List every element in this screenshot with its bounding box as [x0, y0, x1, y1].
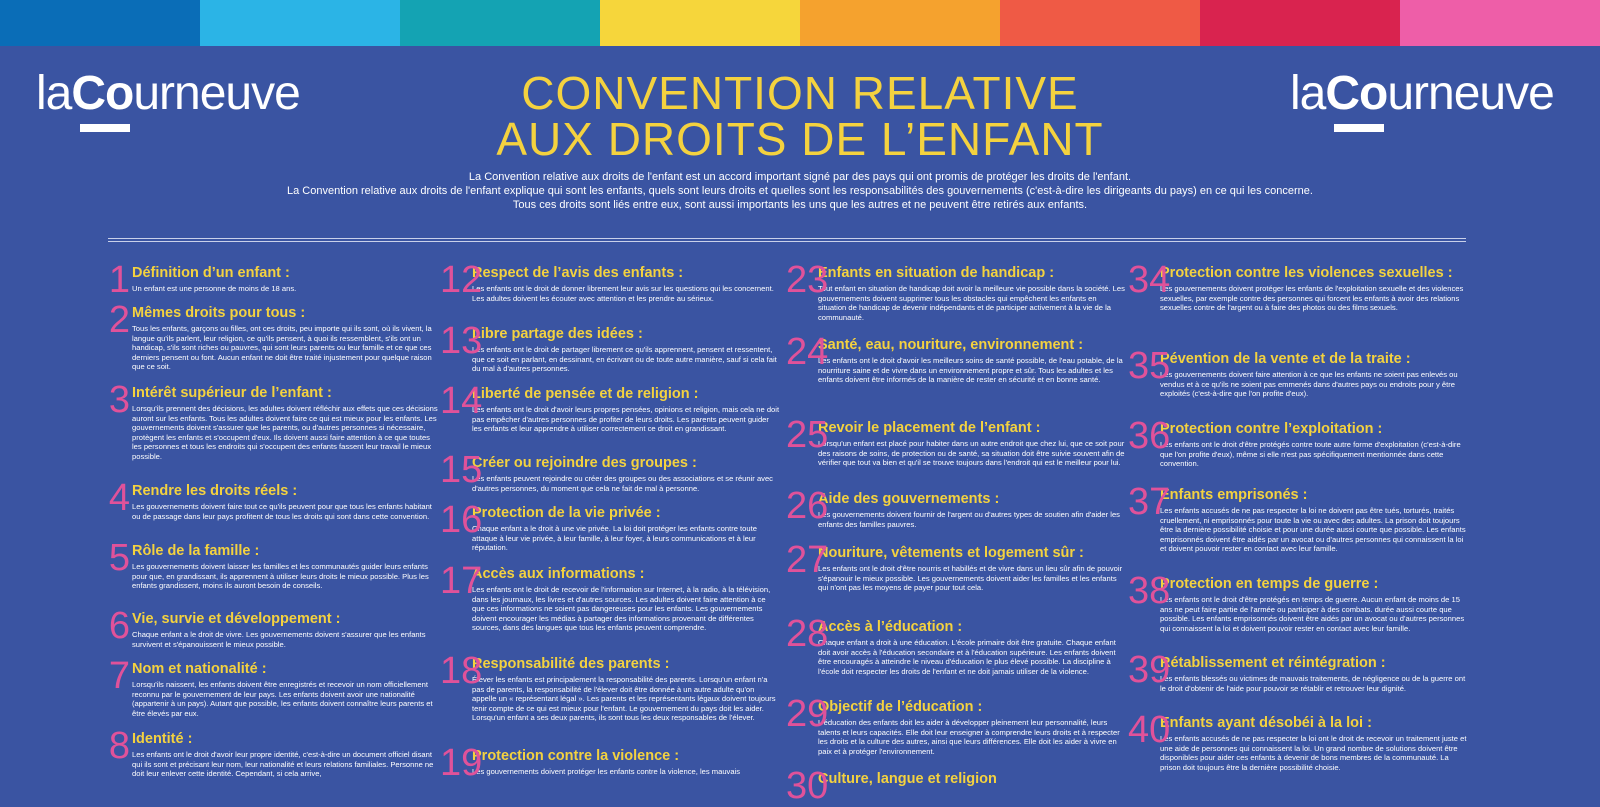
- article-number: 30: [786, 765, 829, 807]
- article-text: Les enfants ont le droit d'être protégés en temps de guerre. Aucun enfant de moins de 15 ans ne peut faire partie de l'armée ou participer à des combats. durée aussi courte que possible. Les enfants emprisonnés doivent être aidés par un avocat ou d'autres personnes qui connaissent la loi et doivent pouvoir rester en contact avec leur famille.: [1160, 595, 1465, 633]
- article-number: 40: [1128, 709, 1171, 751]
- article-title: Vie, survie et développement :: [132, 611, 341, 627]
- article-number: 37: [1128, 481, 1171, 523]
- article-40: [1128, 709, 1468, 772]
- article-text: Les enfants peuvent rejoindre ou créer des groupes ou des associations et se réunir avec d'autres personnes, du moment que cela ne fait de mal à personne.: [472, 474, 773, 493]
- article-title: Enfants emprisonés :: [1160, 487, 1308, 503]
- article-number: 25: [786, 414, 829, 456]
- page-title: [400, 67, 1200, 165]
- article-text: Un enfant est une personne de moins de 18 ans.: [132, 284, 297, 293]
- article-text: Les gouvernements doivent protéger les enfants de l'exploitation sexuelle et des violences sexuelles, par exemple contre des personnes qui forcent les enfants à avoir des relations sexuelles contre de l'argent ou à faire des photos ou des films sexuels.: [1160, 284, 1464, 313]
- article-text: Tous les enfants, garçons ou filles, ont ces droits, peu importe qui ils sont, où ils vivent, la langue qu'ils parlent, leur religion, ce qu'ils pensent, à quoi ils ressemblent, s'ils ont un handicap, s'ils sont riches ou pauvres, qui sont leurs parents ou leur famille et ce que ces derniers pensent ou font. Aucun enfant ne doit être traité injustement pour quelque raison que ce soit.: [132, 324, 432, 372]
- article-number: 38: [1128, 570, 1171, 612]
- logo-left: laCourneuve: [36, 70, 306, 132]
- article-number: 24: [786, 331, 829, 373]
- article-title: Protection contre la violence :: [472, 748, 680, 764]
- article-title: Accès à l’éducation :: [818, 619, 963, 635]
- article-number: 4: [108, 477, 130, 519]
- article-title: Protection en temps de guerre :: [1160, 576, 1379, 592]
- article-text: Lorsqu'ils prennent des décisions, les adultes doivent réfléchir aux effets que ces décisions auront sur les enfants. Tous les adultes doivent faire ce qui est mieux pour les enfants. Les gouvernements doivent s'assurer que les parents, ou d'autres personnes si nécessaire, protègent les enfants et s'occupent d'eux. Ils doivent aussi faire attention à ce que toutes les personnes et tous les endroits qui s'occupent des enfants fassent leur travail le mieux possible.: [132, 404, 438, 461]
- article-text: Lorsqu'ils naissent, les enfants doivent être enregistrés et recevoir un nom officiellement reconnu par le gouvernement de leur pays. Les enfants doivent avoir une nationalité (appartenir à un pays). Autant que possible, les enfants doivent connaître leurs parents et être élevés par eux.: [132, 680, 433, 718]
- article-30: [786, 765, 1126, 807]
- article-number: 19: [440, 742, 483, 784]
- article-text: Les enfants ont le droit de donner librement leur avis sur les questions qui les concernent. Les adultes doivent les écouter avec attention et les prendre au sérieux.: [472, 284, 774, 303]
- article-37: [1128, 481, 1468, 554]
- article-number: 2: [108, 299, 130, 341]
- article-text: Les gouvernements doivent faire tout ce qu'ils peuvent pour que tous les enfants habitant ou de passage dans leur pays profitent de tous les droits qui sont dans cette convention.: [132, 502, 432, 521]
- article-8: [100, 725, 440, 779]
- article-title: Protection de la vie privée :: [472, 505, 661, 521]
- article-36: [1128, 415, 1468, 469]
- article-title: Identité :: [132, 731, 193, 747]
- article-number: 29: [786, 693, 829, 735]
- article-title: Pévention de la vente et de la traite :: [1160, 351, 1411, 367]
- article-number: 23: [786, 259, 829, 301]
- stripe: [1000, 0, 1200, 46]
- stripe: [1400, 0, 1600, 46]
- article-text: Tout enfant en situation de handicap doit avoir la meilleure vie possible dans la société. Les gouvernements doivent supprimer tous les obstacles qui empêchent les enfants en situation de handicap de devenir indépendants et de participer activement à la vie de la communauté.: [818, 284, 1125, 322]
- stripe: [400, 0, 600, 46]
- article-text: Les enfants ont le droit d'avoir leur propre identité, c'est-à-dire un document officiel disant qui ils sont et précisant leur nom, leur nationalité et leurs relations familiales. Personne ne doit leur enlever cette identité. Cependant, si cela arrive,: [132, 750, 434, 779]
- article-title: Protection contre les violences sexuelles :: [1160, 265, 1453, 281]
- article-title: Enfants en situation de handicap :: [818, 265, 1055, 281]
- intro-text: [180, 170, 1420, 212]
- article-number: 14: [440, 380, 483, 422]
- article-title: Aide des gouvernements :: [818, 491, 1000, 507]
- article-title: Santé, eau, nouriture, environnement :: [818, 337, 1084, 353]
- article-title: Protection contre l’exploitation :: [1160, 421, 1383, 437]
- article-14: [440, 380, 780, 434]
- article-17: [440, 560, 780, 633]
- article-text: Élever les enfants est principalement la responsabilité des parents. Lorsqu'un enfant n'a pas de parents, la responsabilité de l'élever doit être donnée à un autre adulte qu'on appelle un « représentant légal ». Les parents et les représentants légaux doivent toujours tenir compte de ce qui est mieux pour l'enfant. Le gouvernement du pays doit les aider. Lorsqu'un enfant a ses deux parents, ils sont tous les deux responsables de l'élever.: [472, 675, 776, 723]
- article-number: 18: [440, 650, 483, 692]
- article-text: Les enfants ont le droit d'être nourris et habillés et de vivre dans un lieu sûr afin de pouvoir s'épanouir le mieux possible. Les gouvernements doivent aider les familles et les enfants qui n'ont pas les moyens de payer pour tout cela.: [818, 564, 1123, 593]
- article-title: Nouriture, vêtements et logement sûr :: [818, 545, 1084, 561]
- title-line-1: CONVENTION RELATIVE: [521, 67, 1079, 119]
- article-title: Enfants ayant désobéi à la loi :: [1160, 715, 1372, 731]
- article-number: 1: [108, 259, 130, 301]
- article-27: [786, 539, 1126, 593]
- article-2: [100, 299, 440, 372]
- article-number: 35: [1128, 345, 1171, 387]
- stripe: [800, 0, 1000, 46]
- stripe: [1200, 0, 1400, 46]
- article-text: Les enfants ont le droit de partager librement ce qu'ils apprennent, pensent et ressentent, que ce soit en parlant, en dessinant, en écrivant ou de toute autre manière, sauf si cela fait du mal à d'autres personnes.: [472, 345, 777, 374]
- article-number: 36: [1128, 415, 1171, 457]
- article-text: Lorsqu'un enfant est placé pour habiter dans un autre endroit que chez lui, que ce soit pour des raisons de soins, de protection ou de santé, sa situation doit être suivie souvent afin de vérifier que tout va bien et qu'il se trouve toujours dans l'endroit qui est le meilleur pour lui.: [818, 439, 1125, 468]
- article-number: 8: [108, 725, 130, 767]
- stripe: [200, 0, 400, 46]
- article-number: 39: [1128, 649, 1171, 691]
- article-4: [100, 477, 440, 521]
- article-title: Intérêt supérieur de l’enfant :: [132, 385, 332, 401]
- article-title: Objectif de l’éducation :: [818, 699, 983, 715]
- color-stripes: [0, 0, 1600, 46]
- article-text: Les enfants ont le droit d'avoir leurs propres pensées, opinions et religion, mais cela ne doit pas empêcher d'autres personnes de profiter de leurs droits. Les parents peuvent guider les enfants et leur apprendre à utiliser correctement ce droit en grandissant.: [472, 405, 780, 434]
- article-text: Chaque enfant a droit à une éducation. L'école primaire doit être gratuite. Chaque enfant doit avoir accès à l'éducation secondaire et à l'éducation supérieure. Les enfants doivent être encouragés à atteindre le niveau d'éducation le plus élevé possible. La discipline à l'école doit respecter les droits de l'enfant et ne doit jamais utiliser de la violence.: [818, 638, 1116, 676]
- article-title: Créer ou rejoindre des groupes :: [472, 455, 697, 471]
- article-34: [1128, 259, 1468, 313]
- article-25: [786, 414, 1126, 468]
- article-number: 12: [440, 259, 483, 301]
- article-number: 17: [440, 560, 483, 602]
- article-text: Chaque enfant a le droit à une vie privée. La loi doit protéger les enfants contre toute attaque à leur vie privée, à leur famille, à leur foyer, à leurs communications et à leur réputation.: [472, 524, 757, 553]
- article-23: [786, 259, 1126, 322]
- article-3: [100, 379, 440, 462]
- article-text: Les gouvernements doivent protéger les enfants contre la violence, les mauvais: [472, 767, 741, 776]
- intro-line: La Convention relative aux droits de l'enfant est un accord important signé par des pays qui ont promis de protéger les droits de l'enfant.: [468, 171, 1132, 183]
- article-7: [100, 655, 440, 718]
- article-title: Mêmes droits pour tous :: [132, 305, 306, 321]
- stripe: [600, 0, 800, 46]
- intro-line: La Convention relative aux droits de l'enfant explique qui sont les enfants, quels sont leurs droits et quelles sont les responsabilités des gouvernements (c'est-à-dire les dirigeants du pays) en ce qui les concerne.: [287, 185, 1313, 197]
- article-text: Les enfants accusés de ne pas respecter la loi ont le droit de recevoir un traitement juste et une aide de personnes qui connaissent la loi. Un grand nombre de solutions doivent être disponibles pour aider ces enfants à devenir de bons membres de la communauté. La prison doit toujours être la dernière possibilité choisie.: [1160, 734, 1467, 772]
- article-28: [786, 613, 1126, 676]
- article-24: [786, 331, 1126, 385]
- article-title: Définition d’un enfant :: [132, 265, 290, 281]
- article-number: 15: [440, 449, 483, 491]
- article-35: [1128, 345, 1468, 399]
- article-title: Accès aux informations :: [472, 566, 645, 582]
- article-number: 28: [786, 613, 829, 655]
- article-title: Respect de l’avis des enfants :: [472, 265, 684, 281]
- title-line-2: AUX DROITS DE L’ENFANT: [496, 113, 1104, 165]
- article-39: [1128, 649, 1468, 693]
- article-title: Rendre les droits réels :: [132, 483, 298, 499]
- article-title: Libre partage des idées :: [472, 326, 643, 342]
- article-title: Rétablissement et réintégration :: [1160, 655, 1386, 671]
- article-1: [100, 259, 440, 301]
- article-text: Les gouvernements doivent laisser les familles et les communautés guider leurs enfants pour que, en grandissant, ils apprennent à utiliser leurs droits le mieux possible. Plus les enfants grandissent, moins ils auront besoin de conseils.: [132, 562, 429, 591]
- article-29: [786, 693, 1126, 756]
- article-18: [440, 650, 780, 723]
- article-text: Les gouvernements doivent fournir de l'argent ou d'autres types de soutien afin d'aider les enfants des familles pauvres.: [818, 510, 1120, 529]
- article-number: 27: [786, 539, 829, 581]
- article-19: [440, 742, 780, 784]
- article-38: [1128, 570, 1468, 633]
- article-text: Les enfants accusés de ne pas respecter la loi ne doivent pas être tués, torturés, traités cruellement, ni emprisonnés pour toute la vie ou avec des adultes. La prison doit toujours être la dernière possibilité choisie et pour une durée aussi courte que possible. Les enfants emprisonnés doivent être aidés par un avocat ou d'autres personnes qui connaissent la loi et doivent pouvoir rester en contact avec leur famille.: [1160, 506, 1466, 554]
- article-6: [100, 605, 440, 649]
- article-number: 13: [440, 320, 483, 362]
- article-title: Nom et nationalité :: [132, 661, 267, 677]
- article-26: [786, 485, 1126, 529]
- article-text: Chaque enfant a le droit de vivre. Les gouvernements doivent s'assurer que les enfants survivent et s'épanouissent le mieux possible.: [132, 630, 426, 649]
- logo-right: laCourneuve: [1290, 70, 1560, 132]
- article-13: [440, 320, 780, 374]
- article-number: 34: [1128, 259, 1171, 301]
- article-text: Les enfants ont le droit de recevoir de l'information sur Internet, à la radio, à la télévision, dans les journaux, les livres et d'autres sources. Les adultes doivent faire attention à ce que ces informations ne soient pas dangereuses pour les enfants. Les gouvernements doivent encourager les médias à partager des informations provenant de différentes sources, dans des langues que tous les enfants peuvent comprendre.: [472, 585, 771, 633]
- article-number: 7: [108, 655, 130, 697]
- article-number: 16: [440, 499, 483, 541]
- article-title: Rôle de la famille :: [132, 543, 260, 559]
- article-12: [440, 259, 780, 303]
- article-text: Les enfants ont le droit d'être protégés contre toute autre forme d'exploitation (c'est-à-dire que l'on profite d'eux), même si elle n'est pas spécifiquement mentionnée dans cette convention.: [1160, 440, 1461, 469]
- divider: [108, 241, 1466, 242]
- article-15: [440, 449, 780, 493]
- article-5: [100, 537, 440, 591]
- article-text: Les gouvernements doivent faire attention à ce que les enfants ne soient pas enlevés ou vendus et à ce qu'ils ne soient pas emmenés dans d'autres pays ou endroits pour y être exploités (c'est-à-dire que l'on profite d'eux).: [1160, 370, 1458, 399]
- intro-line: Tous ces droits sont liés entre eux, sont aussi importants les uns que les autres et ne peuvent être retirés aux enfants.: [512, 199, 1088, 211]
- stripe: [0, 0, 200, 46]
- divider: [108, 238, 1466, 239]
- article-text: Les enfants blessés ou victimes de mauvais traitements, de négligence ou de la guerre ont le droit d'obtenir de l'aide pour pouvoir se rétablir et retrouver leur dignité.: [1160, 674, 1466, 693]
- article-title: Culture, langue et religion: [818, 771, 997, 787]
- article-text: Les enfants ont le droit d'avoir les meilleurs soins de santé possible, de l'eau potable, de la nourriture saine et de vivre dans un environnement propre et sûr. Tous les adultes et les enfants doivent être informés de la manière de rester en sécurité et en bonne santé.: [818, 356, 1123, 385]
- article-number: 3: [108, 379, 130, 421]
- article-number: 6: [108, 605, 130, 647]
- article-title: Responsabilité des parents :: [472, 656, 670, 672]
- article-title: Revoir le placement de l’enfant :: [818, 420, 1041, 436]
- article-number: 26: [786, 485, 829, 527]
- article-text: L'éducation des enfants doit les aider à développer pleinement leur personnalité, leurs talents et leurs capacités. Elle doit leur enseigner à comprendre leurs droits et à respecter les droits et la culture des autres, ainsi que leurs différences. Elle doit les aider à vivre en paix et à protéger l'environnement.: [818, 718, 1120, 756]
- article-number: 5: [108, 537, 130, 579]
- article-title: Liberté de pensée et de religion :: [472, 386, 699, 402]
- article-16: [440, 499, 780, 553]
